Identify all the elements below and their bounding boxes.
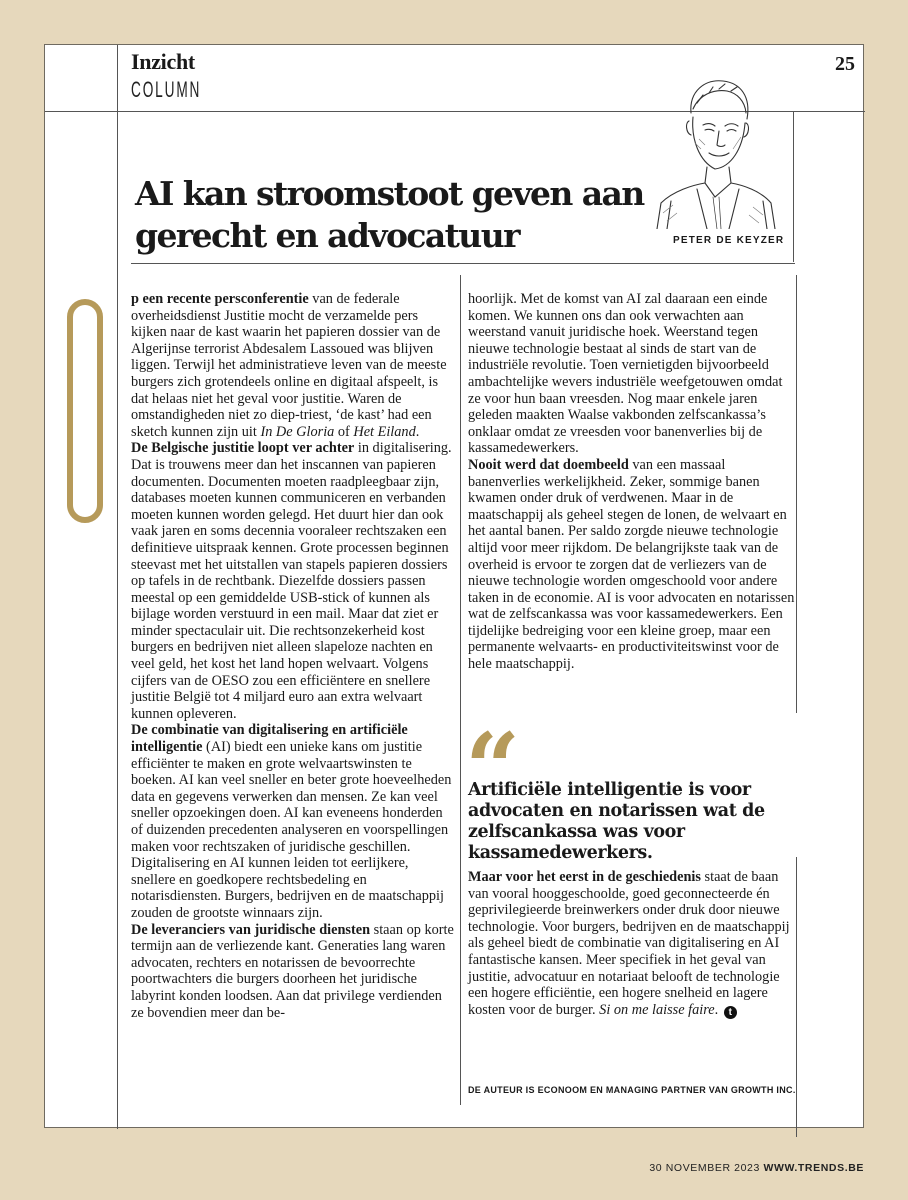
paragraph: hoorlijk. Met de komst van AI zal daaraan een einde komen. We kunnen ons dan ook verwachten aan weerstand vanuit juridische hoek. Weerstand tegen nieuwe technologie bestaat al sinds de start van de industriële revolutie. Toen vernietigden bijvoorbeeld ambachtelijke wevers industriële weefgetouwen omdat ze voor hun baan vreesden. Nog maar enkele jaren geleden maakten Waalse vakbonden zelfscankassa’s onklaar omdat ze vreesden voor banenverlies bij de kassamedewerkers.: [468, 291, 783, 457]
trends-end-mark-icon: t: [724, 1006, 737, 1019]
quote-mark-icon: “: [465, 712, 521, 825]
issue-date: 30 NOVEMBER 2023: [649, 1162, 760, 1174]
paragraph: De combinatie van digitalisering en artificiële intelligentie (AI) biedt een unieke kans om justitie efficiënter te maken en grote welvaartswinsten te boeken. AI kan veel sneller en beter grote hoeveelheden data en gegevens verwerken dan mensen. Ze kan veel sneller opzoekingen doen. AI kan eveneens honderden of duizenden precedenten analyseren en voorspellingen maken voor rechtszaken of juridische geschillen. Digitalisering en AI kunnen leiden tot eerlijkere, snellere en goedkopere rechtsbedeling en notarisdiensten. Burgers, bedrijven en de maatschappij zouden de grootste winnaars zijn.: [131, 722, 452, 921]
left-margin-rule: [117, 45, 118, 1129]
headline-rule: [131, 263, 795, 264]
paragraph-lead: De Belgische justitie loopt ver achter: [131, 440, 355, 457]
page-number: 25: [835, 53, 855, 75]
paragraph-lead: p een recente persconferentie: [131, 291, 309, 307]
section-title: Inzicht: [131, 49, 195, 74]
right-column-continued: [468, 869, 796, 1019]
paragraph-lead: De combinatie van digitalisering en artificiële intelligentie: [131, 722, 408, 756]
author-portrait-icon: [653, 73, 777, 229]
paragraph: p een recente persconferentie van de federale overheidsdienst Justitie mocht de verzamelde pers kijken naar de kast waarin het papieren dossier van de Algerijnse terrorist Abdesalem Lassoued was blijven liggen. Terwijl het administratieve leven van de meeste burgers zich grotendeels online en digitaal afspeelt, is dat helaas niet het geval voor justitie. Waren de omstandigheden niet zo diep-triest, ‘de kast’ had een sketch kunnen zijn uit In De Gloria of Het Eiland.: [131, 291, 447, 440]
author-note: DE AUTEUR IS ECONOOM EN MANAGING PARTNER VAN GROWTH INC.: [468, 1085, 796, 1095]
magazine-page: [44, 44, 864, 1128]
author-name: PETER DE KEYZER: [673, 235, 785, 246]
website-link[interactable]: WWW.TRENDS.BE: [763, 1162, 864, 1174]
page-footer: [649, 1162, 864, 1174]
tv-title: In De Gloria: [260, 423, 335, 440]
paragraph: Maar voor het eerst in de geschiedenis staat de baan van vooral hooggeschoolde, goed geconnecteerde én geprivilegieerde breinwerkers onder druk door nieuwe technologie. Voor burgers, bedrijven en de maatschappij als geheel biedt de combinatie van digitalisering en AI fantastische kansen. Meer specifiek in het geval van justitie, advocatuur en notariaat belooft de technologie een hogere efficiëntie, een hogere snelheid en lagere kosten voor de burger. Si on me laisse faire. t: [468, 869, 790, 1018]
pull-quote: Artificiële intelligentie is voor advocaten en notarissen wat de zelfscankassa was voor kassamedewerkers.: [468, 780, 765, 863]
section-subtitle: COLUMN: [131, 77, 202, 102]
headline: AI kan stroomstoot geven aan gerecht en advocatuur: [135, 174, 644, 255]
column-rule: [796, 275, 797, 713]
paragraph-lead: Maar voor het eerst in de geschiedenis: [468, 869, 701, 885]
paragraph-lead: De leveranciers van juridische diensten: [131, 921, 371, 938]
right-column: [468, 291, 796, 673]
paragraph: De leveranciers van juridische diensten staan op korte termijn aan de verliezende kant. Generaties lang waren advocaten, rechters en notarissen de bevoorrechte poortwachters die burgers doorheen het juridische labyrint konden loodsen. Aan dat privilege verdienden ze bovendien meer dan be-: [131, 921, 454, 1021]
left-column: [131, 291, 455, 1021]
author-rule: [793, 112, 794, 262]
column-rule: [796, 857, 797, 1137]
closing-phrase: Si on me laisse faire: [599, 1001, 715, 1018]
paragraph: Nooit werd dat doembeeld van een massaal banenverlies werkelijkheid. Zeker, sommige banen kwamen onder druk of verdwenen. Maar in de maatschappij als geheel stegen de lonen, de welvaart en het aantal banen. Per saldo zorgde nieuwe technologie altijd voor meer rijkdom. De belangrijkste taak van de overheid is ervoor te zorgen dat de verliezers van de nieuwe technologie worden omgeschoold voor andere taken in de economie. AI is voor advocaten en notarissen wat de zelfscankassa was voor kassamedewerkers. Een tijdelijke bedreiging voor een kleine groep, maar een permanente welvaarts- en productiviteitswinst voor de hele maatschappij.: [468, 456, 795, 673]
column-rule: [460, 275, 461, 1105]
paragraph-lead: Nooit werd dat doembeeld: [468, 456, 629, 473]
drop-cap-o-icon: [67, 299, 103, 523]
paragraph: De Belgische justitie loopt ver achter in digitalisering. Dat is trouwens meer dan het inscannen van papieren documenten. Documenten moeten raadpleegbaar zijn, databases moeten kunnen communiceren en verbanden moeten kunnen worden gelegd. Het duurt hier dan ook vaak jaren en soms decennia vooraleer rechtszaken een definitieve uitspraak kennen. Grote processen beginnen steevast met het uitstallen van stapels papieren dossiers op tafels in de rechtbank. Diezelfde dossiers passen meestal op een gemiddelde USB-stick of kunnen als bijlage worden verstuurd in een mail. Maar dat ziet er minder spectaculair uit. Die rechtsonzekerheid kost burgers en bedrijven niet alleen slapeloze nachten en veel geld, het kost het land hopen welvaart. Volgens cijfers van de OESO zou een efficiëntere en snellere justitie België tot 4 miljard euro aan extra welvaart kunnen opleveren.: [131, 440, 452, 722]
tv-title: Het Eiland: [353, 423, 416, 440]
